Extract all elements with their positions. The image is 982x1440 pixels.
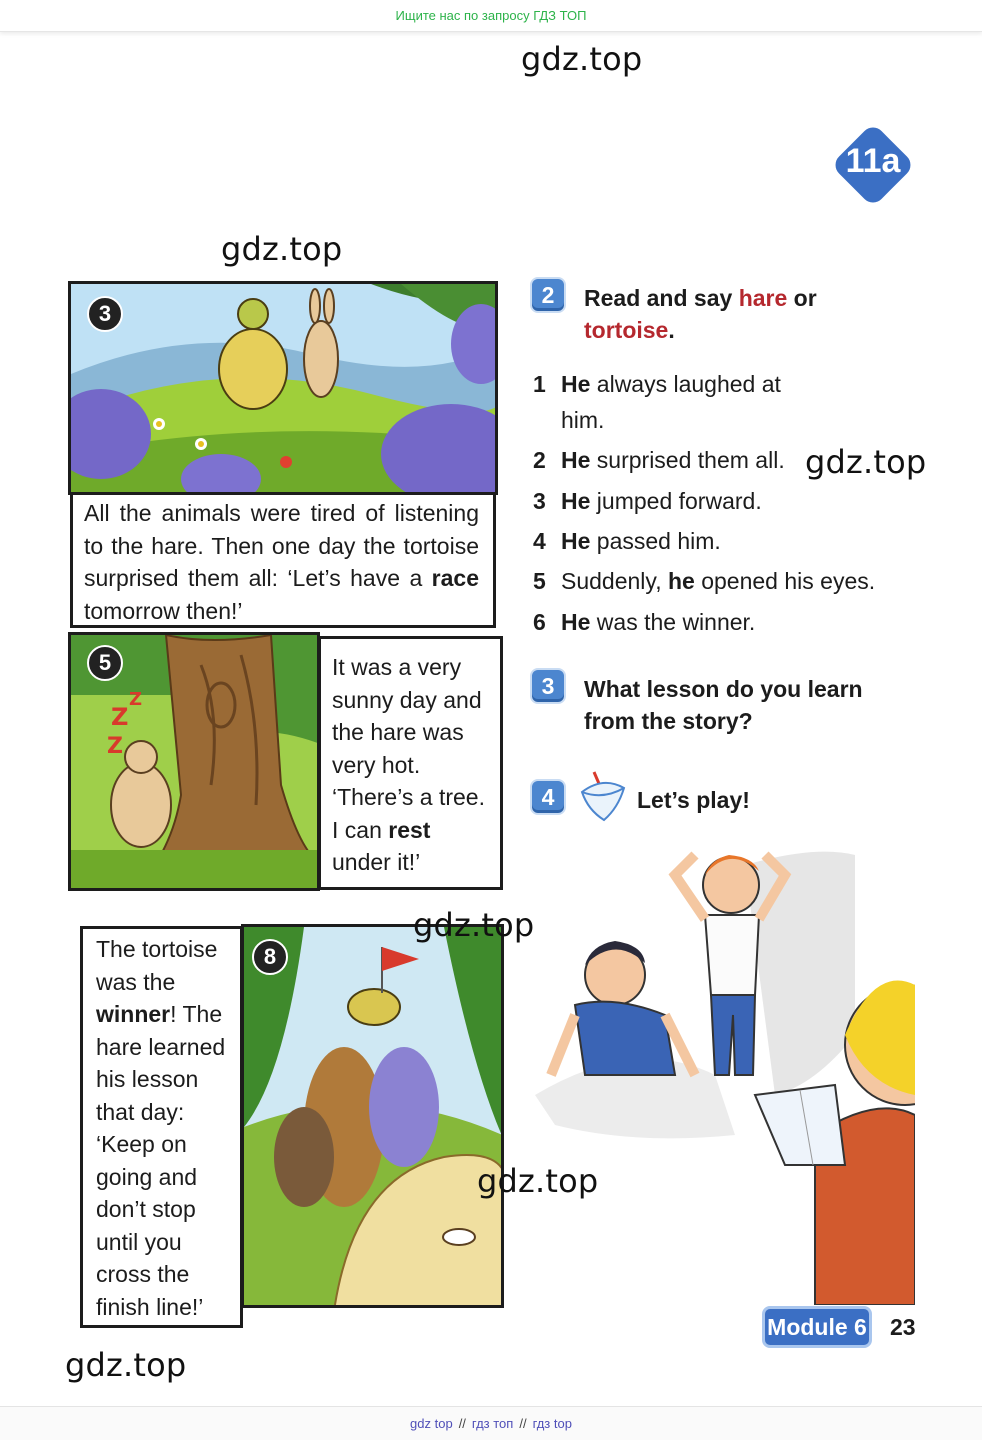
caption-line: ‘There’s a tree.: [332, 784, 485, 810]
exercise-2-title: [584, 282, 904, 346]
item-number: 5: [533, 568, 546, 594]
title-red-word: hare: [738, 285, 788, 311]
caption-text: All the animals were tired of listening to the hare. Then one day the tortoise surprised them all: ‘Let’s have a: [84, 500, 479, 591]
exercise-4-title: Let’s play!: [637, 787, 750, 813]
item-text: always laughed at: [590, 371, 781, 397]
item-text: opened his eyes.: [694, 568, 876, 594]
separator: //: [458, 1416, 466, 1431]
watermark: gdz.top: [413, 906, 535, 944]
svg-text:Z: Z: [107, 734, 123, 759]
item-number: 6: [533, 609, 546, 635]
caption-line: under it!’: [332, 849, 421, 875]
caption-line: was the: [96, 968, 176, 995]
caption-line: sunny day and: [332, 686, 482, 713]
children-playing-illustration: [515, 835, 915, 1305]
list-item-continuation: [561, 402, 604, 438]
separator: //: [519, 1416, 527, 1431]
caption-line: The tortoise: [96, 936, 218, 962]
list-item: [533, 563, 875, 599]
meadow-scene-illustration: [71, 284, 498, 495]
item-text: jumped forward.: [590, 488, 762, 514]
watermark: gdz.top: [477, 1162, 599, 1200]
caption-line: the hare was: [332, 719, 464, 745]
footer-link[interactable]: gdz top: [410, 1416, 453, 1431]
item-subject: He: [561, 609, 591, 635]
item-subject: He: [561, 371, 591, 397]
title-line: from the story?: [584, 708, 753, 734]
story-panel-5: [68, 632, 320, 891]
footer-link[interactable]: гдз top: [532, 1416, 572, 1431]
svg-text:Z: Z: [129, 689, 143, 710]
spinning-top-icon: [578, 770, 628, 824]
story-caption-3: [70, 492, 496, 628]
caption-line: It was a very: [332, 654, 462, 680]
item-subject: He: [561, 447, 591, 473]
exercise-number-badge: 3: [530, 668, 566, 704]
item-text: passed him.: [590, 528, 721, 554]
caption-line: hare learned: [96, 1033, 226, 1060]
item-subject: He: [561, 488, 591, 514]
story-panel-3: [68, 281, 498, 495]
unit-badge: [830, 122, 916, 208]
caption-text: ! The: [170, 1001, 223, 1027]
watermark: gdz.top: [805, 443, 927, 481]
caption-bold-word: winner: [96, 1001, 171, 1027]
exercise-3-title: [584, 673, 904, 737]
item-subject: He: [561, 528, 591, 554]
banner-link[interactable]: Ищите нас по запросу ГДЗ ТОП: [395, 8, 587, 23]
item-text: Suddenly,: [561, 568, 668, 594]
caption-text: I can: [332, 816, 389, 843]
caption-line: until you: [96, 1228, 182, 1255]
item-text: surprised them all.: [590, 447, 785, 473]
caption-line: ‘Keep on: [96, 1131, 187, 1157]
module-badge: Module 6: [762, 1306, 872, 1348]
title-text: or: [787, 285, 817, 311]
item-subject: he: [667, 568, 695, 594]
item-number: 1: [533, 371, 546, 397]
caption-bold-word: rest: [388, 816, 431, 843]
watermark: gdz.top: [521, 40, 643, 78]
item-number: 2: [533, 447, 546, 473]
caption-bold-word: race: [431, 565, 479, 591]
list-item: [533, 483, 762, 519]
list-item: [533, 523, 721, 559]
page-number: 23: [890, 1314, 916, 1340]
item-text: him.: [561, 407, 605, 433]
watermark: gdz.top: [221, 230, 343, 268]
caption-text: tomorrow then!’: [84, 597, 243, 624]
story-caption-5: [318, 636, 503, 890]
caption-line: cross the: [96, 1261, 190, 1287]
item-number: 3: [533, 488, 546, 514]
bottom-link-bar: [0, 1406, 982, 1440]
title-text: Read and say: [584, 285, 739, 311]
caption-line: finish line!’: [96, 1293, 204, 1320]
panel-number-badge: 8: [252, 939, 288, 975]
footer-link[interactable]: гдз топ: [471, 1416, 514, 1431]
story-panel-8: [241, 924, 504, 1308]
list-item: [533, 366, 781, 402]
caption-line: going and: [96, 1163, 198, 1190]
celebration-scene-illustration: [244, 927, 504, 1308]
panel-number-badge: 3: [87, 296, 123, 332]
svg-text:Z: Z: [111, 703, 129, 731]
title-line: What lesson do you learn: [584, 676, 863, 702]
caption-line: don’t stop: [96, 1196, 196, 1222]
caption-line: that day:: [96, 1098, 185, 1125]
list-item: [533, 604, 755, 640]
item-number: 4: [533, 528, 546, 554]
top-banner: [0, 0, 982, 32]
caption-line: his lesson: [96, 1066, 199, 1092]
exercise-number-badge: 2: [530, 277, 566, 313]
title-text: .: [668, 317, 675, 343]
item-text: was the winner.: [590, 609, 756, 635]
story-caption-8: [80, 926, 243, 1328]
list-item: [533, 442, 785, 478]
panel-number-badge: 5: [87, 645, 123, 681]
exercise-number-badge: 4: [530, 779, 566, 815]
watermark: gdz.top: [65, 1346, 187, 1384]
caption-line: very hot.: [332, 751, 421, 778]
title-red-word: tortoise: [584, 317, 669, 343]
unit-badge-label: 11a: [845, 142, 901, 180]
